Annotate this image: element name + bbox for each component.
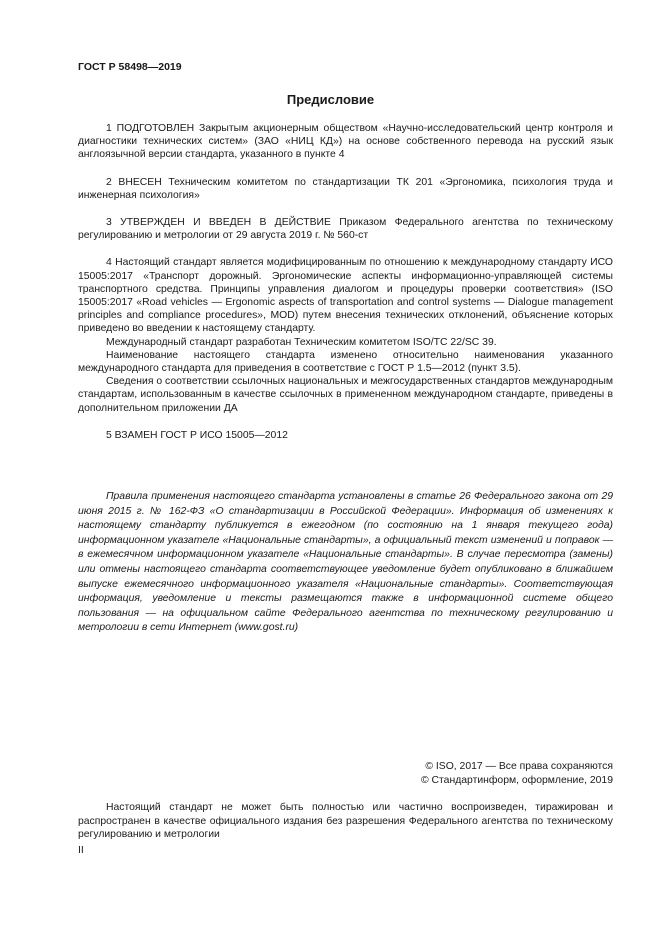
- page-title: Предисловие: [286, 92, 375, 107]
- item-1: 1 ПОДГОТОВЛЕН Закрытым акционерным обществом «Научно-исследовательский центр контроля и диагностики технических систем» (ЗАО «НИЦ КД») на основе собственного перевода на русский язык англоязычной версии стандарта, указанного в пункте 4: [78, 123, 613, 161]
- document-code: ГОСТ Р 58498—2019: [78, 61, 182, 73]
- copyright-iso: © ISO, 2017 — Все права сохраняются: [425, 761, 613, 772]
- item-2: 2 ВНЕСЕН Техническим комитетом по стандартизации ТК 201 «Эргономика, психология труда и инженерная психология»: [78, 176, 613, 201]
- item-4: 4 Настоящий стандарт является модифицированным по отношению к международному стандарту ИСО 15005:2017 «Транспорт дорожный. Эргономические аспекты информационно-управляющей системы транспортного средства. Принципы управления диалогом и процедуры проверки соответствия» (ISO 15005:2017 «Road vehicles — Ergonomic aspects of transportation and control systems — Dialogue management principles and compliance procedures», MOD) путем внесения технических отклонений, объяснение которых приведено во введении к настоящему стандарту.: [78, 257, 613, 335]
- copyright-block: [421, 760, 613, 787]
- item-3: 3 УТВЕРЖДЕН И ВВЕДЕН В ДЕЙСТВИЕ Приказом Федерального агентства по техническому регулированию и метрологии от 29 августа 2019 г. № 560-ст: [78, 217, 613, 242]
- foreword-body: [78, 122, 613, 442]
- application-notice: Правила применения настоящего стандарта установлены в статье 26 Федерального закона от 29 июня 2015 г. № 162-ФЗ «О стандартизации в Российской Федерации». Информация об изменениях к настоящему стандарту публикуется в ежегодном (по состоянию на 1 января текущего года) информационном указателе «Национальные стандарты», а официальный текст изменений и поправок — в ежемесячном информационном указателе «Национальные стандарты». В случае пересмотра (замены) или отмены настоящего стандарта соответствующее уведомление будет опубликовано в ближайшем выпуске ежемесячного информационного указателя «Национальные стандарты». Соответствующая информация, уведомление и тексты размещаются также в информационной системе общего пользования — на официальном сайте Федерального агентства по техническому регулированию и метрологии в сети Интернет (www.gost.ru): [78, 491, 613, 634]
- page-number: II: [78, 844, 84, 856]
- copyright-standartinform: © Стандартинформ, оформление, 2019: [420, 774, 613, 786]
- item-4-committee: Международный стандарт разработан Техническим комитетом ISO/TC 22/SC 39.: [106, 336, 497, 348]
- item-4-references: Сведения о соответствии ссылочных национальных и межгосударственных стандартов международным стандартам, использованным в качестве ссылочных в примененном международном стандарте, приведены в дополнительном приложении ДА: [78, 376, 613, 414]
- item-4-title-change: Наименование настоящего стандарта изменено относительно наименования указанного международного стандарта для приведения в соответствие с ГОСТ Р 1.5—2012 (пункт 3.5).: [78, 349, 613, 375]
- item-5: 5 ВЗАМЕН ГОСТ Р ИСО 15005—2012: [106, 429, 288, 441]
- reproduction-notice: Настоящий стандарт не может быть полностью или частично воспроизведен, тиражирован и распространен в качестве официального издания без разрешения Федерального агентства по техническому регулированию и метрологии: [78, 802, 613, 840]
